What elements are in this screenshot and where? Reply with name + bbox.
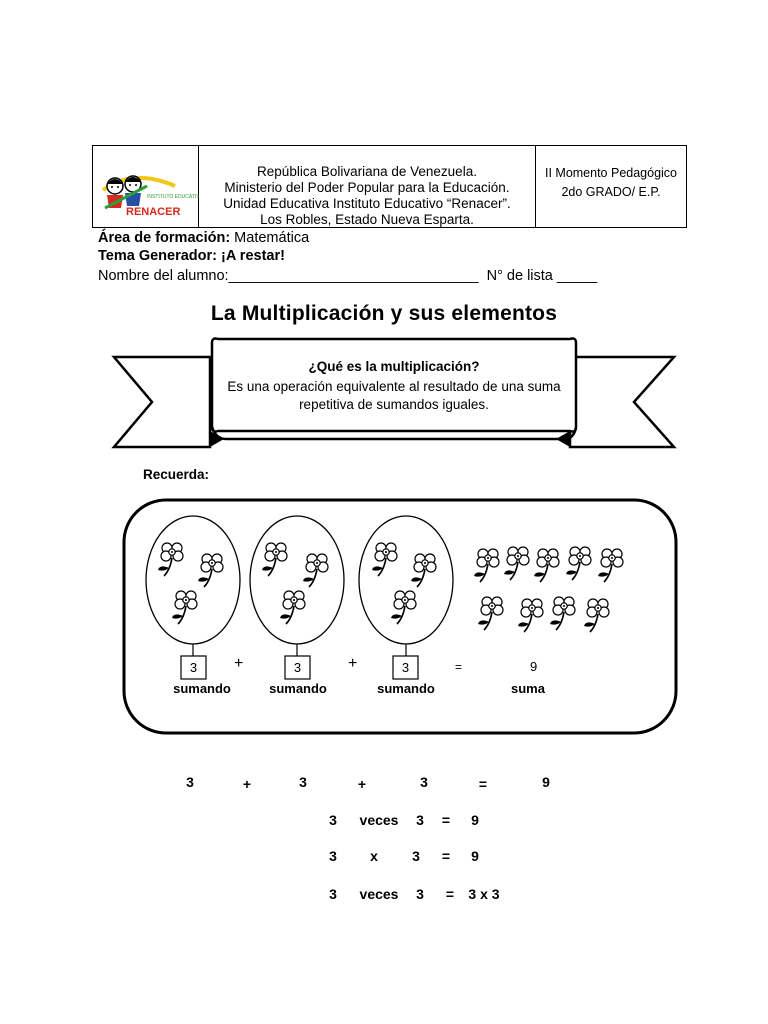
total-value: 9	[530, 659, 538, 674]
eq3-op: x	[370, 848, 378, 864]
page-title: La Multiplicación y sus elementos	[210, 302, 558, 325]
sumando-label: sumando	[377, 681, 435, 696]
eq4-term: 3	[416, 886, 424, 902]
eq2-word: veces	[359, 812, 399, 828]
grade-text: 2do GRADO/ E.P.	[561, 185, 661, 199]
eq3-result: 9	[471, 848, 479, 864]
eq2-term: 3	[329, 812, 337, 828]
eq1-op: +	[242, 776, 252, 792]
eq3-term: 3	[412, 848, 420, 864]
area-label: Área de formación:	[98, 230, 231, 246]
institution-line: Los Robles, Estado Nueva Esparta.	[260, 212, 474, 227]
plus-sign: +	[234, 655, 244, 672]
institution-line: Ministerio del Poder Popular para la Educación.	[224, 180, 510, 195]
banner-question: ¿Qué es la multiplicación?	[308, 359, 480, 374]
addend-box-value: 3	[293, 660, 302, 675]
eq4-term: 3	[329, 886, 337, 902]
eq4-result: 3 x 3	[468, 886, 500, 902]
institution-line: República Bolivariana de Venezuela.	[257, 164, 477, 179]
addend-box-value: 3	[189, 660, 198, 675]
banner-answer-line: repetitiva de sumandos iguales.	[299, 397, 489, 412]
eq1-op: +	[357, 776, 367, 792]
banner-answer-line: Es una operación equivalente al resultado de una suma	[227, 379, 561, 394]
eq3-op: =	[441, 848, 451, 864]
addend-box-value: 3	[401, 660, 410, 675]
eq3-term: 3	[329, 848, 337, 864]
eq4-word: veces	[359, 886, 399, 902]
area-value: Matemática	[230, 230, 310, 246]
eq1-term: 3	[299, 774, 307, 790]
svg-text:INSTITUTO EDUCATIVO: INSTITUTO EDUCATIVO	[147, 194, 199, 200]
recuerda-label: Recuerda:	[143, 467, 210, 482]
eq1-op: =	[478, 776, 488, 792]
eq1-term: 3	[420, 774, 428, 790]
eq2-op: =	[441, 812, 451, 828]
institution-line: Unidad Educativa Instituto Educativo “Renacer”.	[223, 196, 511, 211]
plus-sign: +	[348, 655, 358, 672]
eq1-result: 9	[542, 774, 550, 790]
sumando-label: sumando	[269, 681, 327, 696]
tema-line: Tema Generador: ¡A restar!	[98, 248, 285, 264]
moment-text: II Momento Pedagógico	[544, 166, 678, 180]
svg-text:RENACER: RENACER	[126, 206, 181, 218]
nombre-line: Nombre del alumno:_______________________________ N° de lista _____	[98, 268, 598, 284]
eq2-term: 3	[416, 812, 424, 828]
eq1-term: 3	[186, 774, 194, 790]
eq2-result: 9	[471, 812, 479, 828]
eq4-op: =	[445, 886, 455, 902]
suma-label: suma	[511, 681, 545, 696]
sumando-label: sumando	[173, 681, 231, 696]
equals-sign: =	[455, 660, 463, 674]
